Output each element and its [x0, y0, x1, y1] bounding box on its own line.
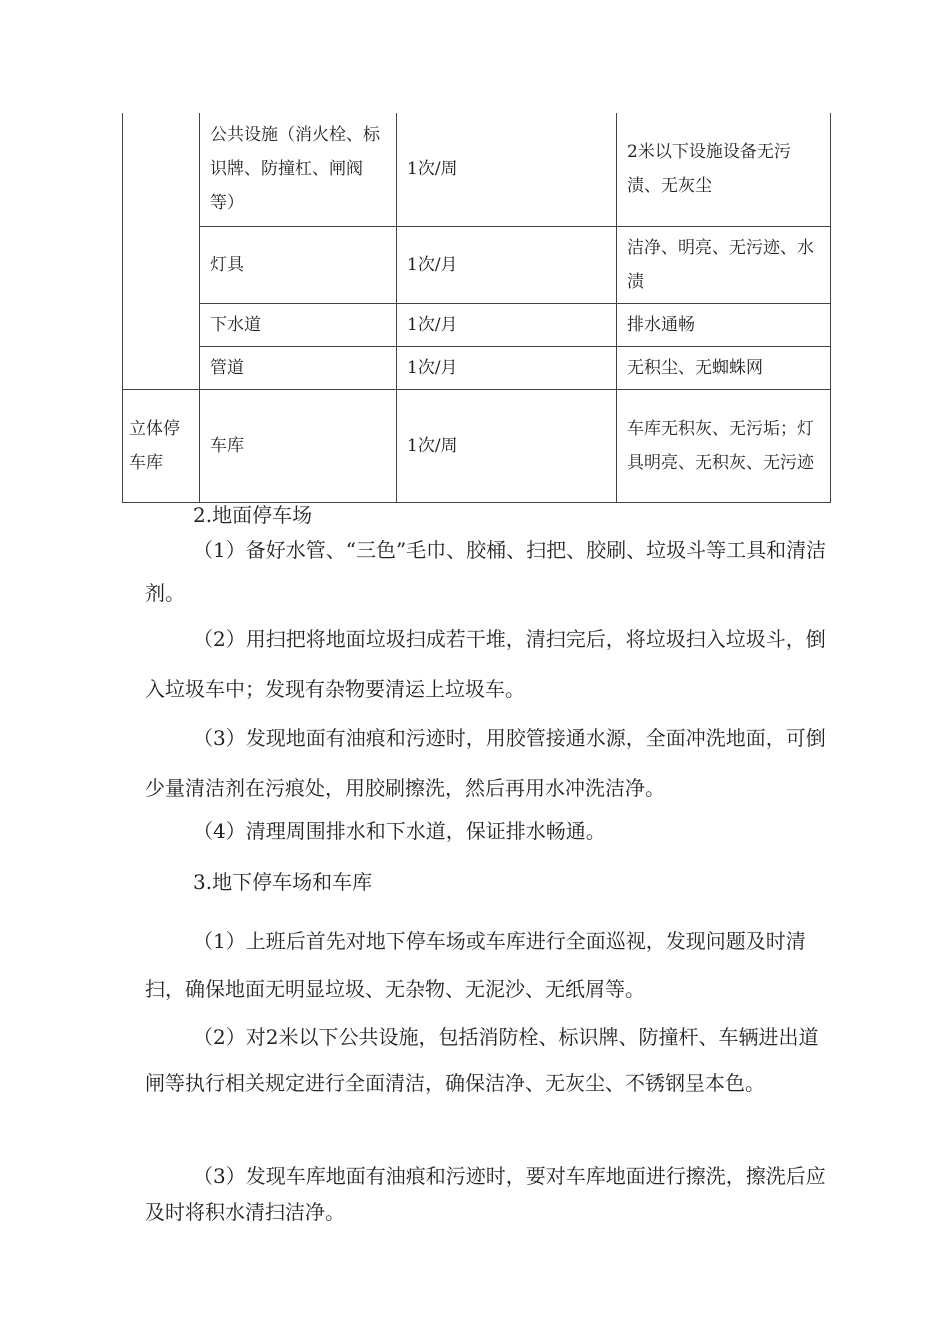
item-cell: 公共设施（消火栓、标识牌、防撞杠、闸阀等） — [200, 113, 397, 226]
table-row — [123, 389, 831, 502]
frequency-cell: 1次/周 — [397, 113, 617, 226]
table-row — [123, 346, 831, 389]
frequency-cell: 1次/月 — [397, 226, 617, 303]
table-row — [123, 303, 831, 346]
paragraph: （3）发现车库地面有油痕和污迹时，要对车库地面进行擦洗，擦洗后应及时将积水清扫洁净。 — [145, 1164, 826, 1224]
standard-cell: 排水通畅 — [617, 303, 831, 346]
frequency-cell: 1次/月 — [397, 303, 617, 346]
category-cell: 立体停车库 — [123, 389, 200, 502]
standard-cell: 无积尘、无蜘蛛网 — [617, 346, 831, 389]
frequency-cell: 1次/周 — [397, 389, 617, 502]
paragraph: （2）用扫把将地面垃圾扫成若干堆，清扫完后，将垃圾扫入垃圾斗，倒入垃圾车中；发现有杂物要清运上垃圾车。 — [145, 627, 826, 701]
standard-cell: 2米以下设施设备无污渍、无灰尘 — [617, 113, 831, 226]
item-cell: 下水道 — [200, 303, 397, 346]
paragraph: （1）上班后首先对地下停车场或车库进行全面巡视，发现问题及时清扫，确保地面无明显垃圾、无杂物、无泥沙、无纸屑等。 — [145, 929, 806, 1001]
paragraph: （3）发现地面有油痕和污迹时，用胶管接通水源，全面冲洗地面，可倒少量清洁剂在污痕处，用胶刷擦洗，然后再用水冲洗洁净。 — [145, 726, 826, 800]
table-row — [123, 226, 831, 303]
paragraph: （2）对2米以下公共设施，包括消防栓、标识牌、防撞杆、车辆进出道闸等执行相关规定进行全面清洁，确保洁净、无灰尘、不锈钢呈本色。 — [145, 1025, 819, 1095]
item-cell: 管道 — [200, 346, 397, 389]
section-heading: 2.地面停车场 — [193, 503, 313, 527]
category-cell-continued — [123, 113, 200, 389]
cleaning-standard-table — [122, 113, 831, 503]
section-heading: 3.地下停车场和车库 — [193, 870, 373, 894]
standard-cell: 车库无积灰、无污垢；灯具明亮、无积灰、无污迹 — [617, 389, 831, 502]
paragraph: （4）清理周围排水和下水道，保证排水畅通。 — [193, 819, 606, 843]
item-cell: 灯具 — [200, 226, 397, 303]
standard-cell: 洁净、明亮、无污迹、水渍 — [617, 226, 831, 303]
item-cell: 车库 — [200, 389, 397, 502]
frequency-cell: 1次/月 — [397, 346, 617, 389]
table-row — [123, 113, 831, 226]
paragraph: （1）备好水管、“三色”毛巾、胶桶、扫把、胶刷、垃圾斗等工具和清洁剂。 — [145, 538, 827, 605]
